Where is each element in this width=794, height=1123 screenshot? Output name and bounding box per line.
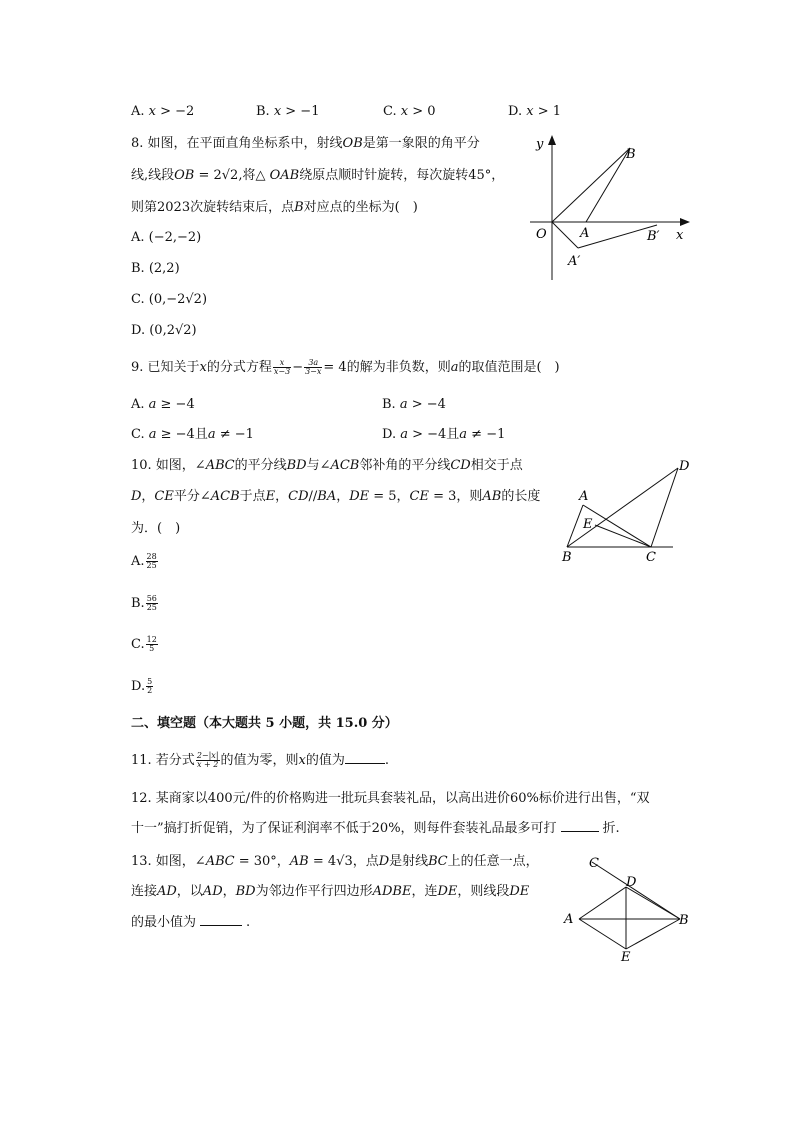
- q8-segment-A1B1: [578, 225, 657, 248]
- q8-label-y: y: [536, 137, 544, 152]
- q10-stem-line3: 为．( ): [131, 521, 181, 536]
- q8-label-A-prime: A′: [568, 254, 581, 269]
- q10-stem-line2: 𝐷，𝐶𝐸平分∠𝐴𝐶𝐵于点𝐸，𝐶𝐷//𝐵𝐴，𝐷𝐸 = 5，𝐶𝐸 = 3，则𝐴𝐵的长度: [131, 489, 541, 504]
- q10-option-a-den: 25: [146, 561, 157, 570]
- q13-answer-blank[interactable]: [200, 924, 242, 926]
- q8-stem-line1: 8. 如图，在平面直角坐标系中，射线𝑂𝐵是第一象限的角平分: [131, 136, 480, 151]
- q11-end: .: [384, 753, 389, 768]
- q8-option-c: C. (0,−2√2): [131, 292, 208, 307]
- q8-stem-line3: 则第2023次旋转结束后，点𝐵对应点的坐标为( ): [131, 200, 418, 215]
- q7-option-b: B. 𝑥 > −1: [256, 104, 320, 119]
- q8-segment-OA1: [552, 222, 578, 248]
- q13-label-D: D: [626, 875, 637, 890]
- q8-figure: [520, 130, 700, 285]
- q9-option-c: C. 𝑎 ≥ −4且𝑎 ≠ −1: [131, 427, 254, 442]
- q11-fraction: [196, 752, 220, 770]
- q9-option-b: B. 𝑎 > −4: [382, 397, 446, 412]
- q7-option-a: A. 𝑥 > −2: [131, 104, 195, 119]
- q13-stem-line2: 连接𝐴𝐷，以𝐴𝐷，𝐵𝐷为邻边作平行四边形𝐴𝐷𝐵𝐸，连𝐷𝐸，则线段𝐷𝐸: [131, 884, 530, 899]
- q11-stem: [131, 750, 389, 772]
- q8-option-d: D. (0,2√2): [131, 323, 197, 338]
- q9-suffix: = 4的解为非负数，则𝑎的取值范围是( ): [323, 360, 560, 375]
- q10-stem-line1: 10. 如图，∠𝐴𝐵𝐶的平分线𝐵𝐷与∠𝐴𝐶𝐵邻补角的平分线𝐶𝐷相交于点: [131, 458, 523, 473]
- q10-option-c: [131, 634, 159, 656]
- q10-option-b-label: B.: [131, 596, 145, 611]
- q10-option-d-label: D.: [131, 679, 146, 694]
- q9-frac2-den: 3−𝑥: [305, 367, 322, 376]
- q8-segment-OB: [552, 148, 630, 222]
- q9-stem: [131, 358, 560, 378]
- q8-option-b: B. (2,2): [131, 261, 180, 276]
- q10-option-c-den: 5: [149, 644, 155, 653]
- q10-segment-CD: [651, 468, 678, 547]
- q10-option-a: [131, 551, 159, 573]
- q11-suffix: 的值为零，则𝑥的值为: [220, 753, 345, 768]
- q12-answer-blank[interactable]: [561, 830, 599, 832]
- q9-fraction-2: [304, 359, 322, 377]
- q9-frac2-num: 3𝑎: [304, 359, 322, 368]
- q10-label-B: B: [562, 550, 572, 565]
- q13-label-C: C: [589, 856, 599, 871]
- q12-line2-end: 折.: [602, 821, 620, 836]
- q10-option-d-den: 2: [147, 686, 153, 695]
- q10-option-a-fraction: [146, 553, 158, 571]
- q10-segment-BD: [567, 468, 678, 547]
- q10-option-c-label: C.: [131, 637, 145, 652]
- q10-option-a-num: 28: [146, 551, 157, 561]
- q13-label-E: E: [621, 950, 631, 965]
- q11-answer-blank[interactable]: [345, 762, 385, 764]
- q10-option-c-fraction: [146, 636, 158, 654]
- q13-stem-line3: [131, 916, 250, 929]
- q9-option-a: A. 𝑎 ≥ −4: [131, 397, 195, 412]
- q13-segment-EA: [579, 919, 626, 949]
- q10-option-c-num: 12: [146, 634, 157, 644]
- q11-frac-num: 2−|𝑥|: [196, 750, 219, 760]
- q10-option-b-den: 25: [146, 603, 157, 612]
- q13-line3-end: .: [246, 915, 251, 930]
- q13-segment-DB: [626, 887, 680, 919]
- q8-label-B-prime: B′: [647, 229, 660, 244]
- q10-label-D: D: [679, 459, 690, 474]
- q7-option-c: C. 𝑥 > 0: [383, 104, 436, 119]
- q10-option-a-label: A.: [131, 554, 145, 569]
- q8-option-a: A. (−2,−2): [131, 230, 202, 245]
- q13-segment-AD: [579, 887, 626, 919]
- q11-prefix: 11. 若分式: [131, 753, 195, 768]
- q13-ray-BC: [592, 862, 680, 919]
- q10-option-b-num: 56: [146, 593, 157, 603]
- q10-option-b: [131, 593, 159, 615]
- q9-minus: −: [292, 360, 304, 375]
- q9-fraction-1: [273, 359, 291, 377]
- q12-stem-line2: [131, 822, 620, 835]
- q12-line2-text: 十一”搞打折促销，为了保证利润率不低于20%，则每件套装礼品最多可打: [131, 821, 557, 836]
- q8-label-x: x: [676, 228, 684, 243]
- q10-label-E: E: [583, 517, 593, 532]
- q10-label-A: A: [579, 489, 589, 504]
- q9-frac1-den: 𝑥−3: [273, 367, 291, 376]
- q13-stem-line1: 13. 如图，∠𝐴𝐵𝐶 = 30°，𝐴𝐵 = 4√3，点𝐷是射线𝐵𝐶上的任意一点，: [131, 854, 539, 869]
- q10-option-d-num: 5: [147, 676, 153, 686]
- q9-frac1-num: 𝑥: [273, 359, 291, 368]
- q8-segment-AB: [586, 148, 630, 222]
- q8-stem-line2: 线,线段𝑂𝐵 = 2√2,将△ 𝑂𝐴𝐵绕原点顺时针旋转，每次旋转45°，: [131, 168, 505, 183]
- q9-option-d: D. 𝑎 > −4且𝑎 ≠ −1: [382, 427, 506, 442]
- q12-stem-line1: 12. 某商家以400元/件的价格购进一批玩具套装礼品，以高出进价60%标价进行出售，“双: [131, 791, 650, 806]
- q10-figure: [555, 455, 705, 570]
- q10-option-b-fraction: [146, 595, 158, 613]
- q10-segment-CE: [595, 525, 651, 547]
- q8-label-A: A: [580, 226, 590, 241]
- q10-label-C: C: [646, 550, 656, 565]
- q13-figure: [560, 850, 700, 970]
- q10-option-d-fraction: [146, 678, 153, 696]
- q9-prefix: 9. 已知关于𝑥的分式方程: [131, 360, 272, 375]
- section-2-heading: 二、填空题（本大题共 5 小题，共 15.0 分）: [131, 716, 398, 731]
- q10-option-d: [131, 676, 154, 698]
- q7-option-d: D. 𝑥 > 1: [508, 104, 561, 119]
- q8-label-O: O: [536, 227, 547, 242]
- q13-line3-text: 的最小值为: [131, 915, 197, 930]
- q8-label-B: B: [626, 147, 636, 162]
- q13-segment-BE: [626, 919, 680, 949]
- q11-frac-den: 𝑥 + 2: [196, 760, 219, 769]
- q13-label-B: B: [679, 913, 689, 928]
- q13-label-A: A: [564, 912, 574, 927]
